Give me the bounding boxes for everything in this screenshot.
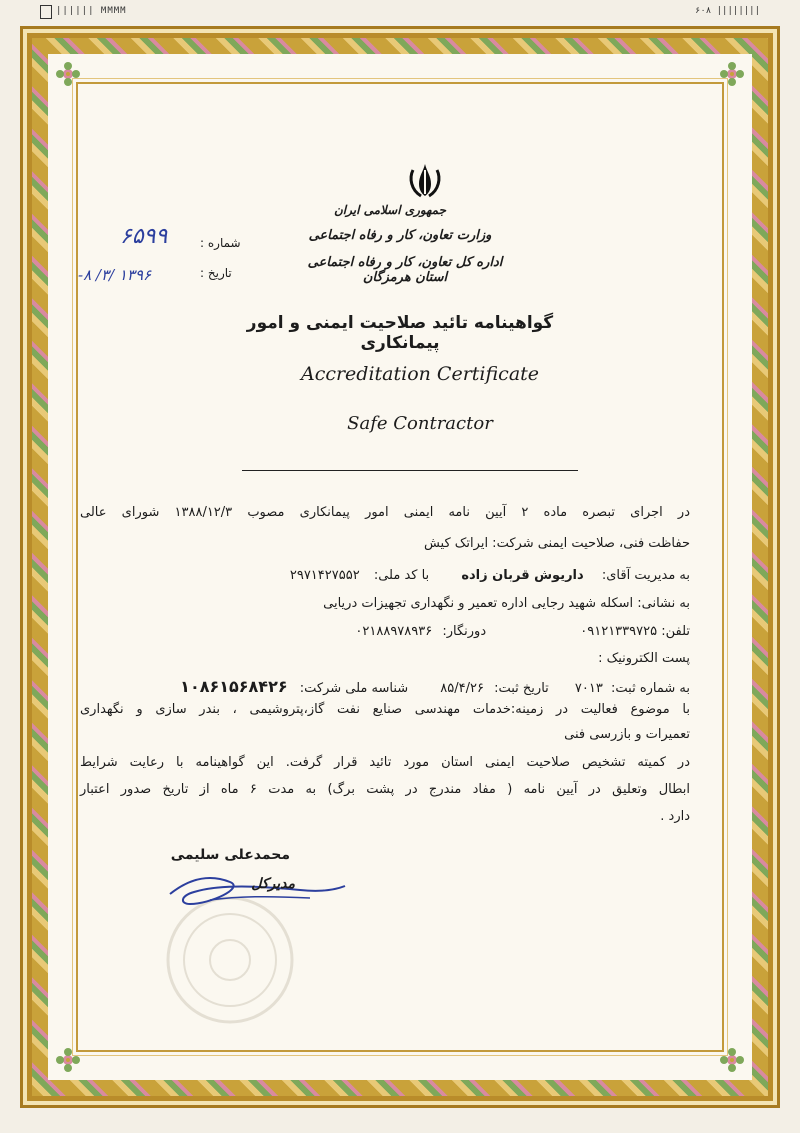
reg-number: ۷۰۱۳: [574, 681, 603, 696]
closing-line: ابطال وتعلیق در آیین نامه ( مفاد مندرج در پشت برگ) به مدت ۶ ماه از تاریخ صدور اعتبار: [80, 782, 690, 797]
corner-flower-icon: [54, 1046, 82, 1074]
reg-label: به شماره ثبت:: [611, 681, 690, 696]
national-code-label: با کد ملی:: [373, 568, 430, 583]
number-label: شماره :: [200, 236, 241, 250]
header-directorate: اداره کل تعاون، کار و رفاه اجتماعی استان هرمزگان: [307, 255, 503, 285]
fax-value: ۰۲۱۸۸۹۷۸۹۳۶: [355, 624, 433, 639]
certificate-title-fa: گواهینامه تائید صلاحیت ایمنی و امور پیمانکاری: [246, 313, 554, 353]
manager-name: داریوش قربان زاده: [461, 568, 584, 583]
corner-flower-icon: [718, 60, 746, 88]
registration-line: [80, 677, 690, 696]
manager-line: [80, 568, 690, 583]
ornamental-border: [32, 38, 768, 1096]
signatory-name: محمدعلی سلیمی: [170, 847, 290, 863]
reg-date: ۸۵/۴/۲۶: [440, 681, 484, 696]
iran-emblem-icon: [405, 160, 445, 200]
closing-line: دارد .: [660, 809, 690, 824]
closing-line: در کمیته تشخیص صلاحیت ایمنی استان مورد تائید قرار گرفت. این گواهینامه با رعایت شرایط: [80, 755, 690, 770]
certificate-subtitle-en: Safe Contractor: [347, 413, 493, 434]
email-line: پست الکترونیک :: [598, 651, 690, 666]
manager-prefix: به مدیریت آقای:: [601, 568, 690, 583]
fax-label: دورنگار:: [442, 624, 487, 639]
scan-marker-box: [40, 5, 52, 19]
company-id-label: شناسه ملی شرکت:: [299, 681, 409, 696]
scan-mark-right: ۶۰۸ ||||||||: [694, 6, 760, 16]
address-line: [80, 596, 690, 611]
company-id: ۱۰۸۶۱۵۶۸۴۲۶: [180, 677, 288, 696]
body-line: حفاظت فنی، صلاحیت ایمنی شرکت: ایراتک کیش: [423, 536, 690, 551]
signatory-title: مدیرکل: [251, 876, 295, 892]
activity-line: تعمیرات و بازرسی فنی: [564, 727, 690, 742]
date-label: تاریخ :: [200, 266, 232, 280]
national-code: ۲۹۷۱۴۲۷۵۵۲: [289, 568, 360, 583]
activity-line: با موضوع فعالیت در زمینه:خدمات مهندسی صنایع نفت گاز،پتروشیمی ، بندر سازی و نگهداری: [80, 702, 690, 717]
number-value: ۶۵۹۹: [120, 224, 168, 249]
header-republic: جمهوری اسلامی ایران: [333, 203, 447, 217]
address-label: به نشانی:: [637, 596, 690, 611]
contact-line: [80, 624, 690, 639]
address-value: اسکله شهید رجایی اداره تعمیر و نگهداری تجهیزات دریایی: [323, 596, 634, 611]
reg-date-label: تاریخ ثبت:: [494, 681, 549, 696]
header-ministry: وزارت تعاون، کار و رفاه اجتماعی: [308, 228, 492, 243]
corner-flower-icon: [718, 1046, 746, 1074]
scan-mark-left: ‎|||||| MMMM: [56, 6, 127, 16]
certificate-title-en: Accreditation Certificate: [300, 363, 540, 385]
title-divider: [242, 470, 578, 471]
phone-value: ۰۹۱۲۱۳۳۹۷۲۵: [580, 624, 658, 639]
corner-flower-icon: [54, 60, 82, 88]
phone-label: تلفن:: [661, 624, 690, 639]
body-line: در اجرای تبصره ماده ۲ آیین نامه ایمنی امور پیمانکاری مصوب ۱۳۸۸/۱۲/۳ شورای عالی: [80, 505, 690, 520]
date-value: ۱۳۹۶ /۳/ ۸-: [78, 266, 152, 284]
